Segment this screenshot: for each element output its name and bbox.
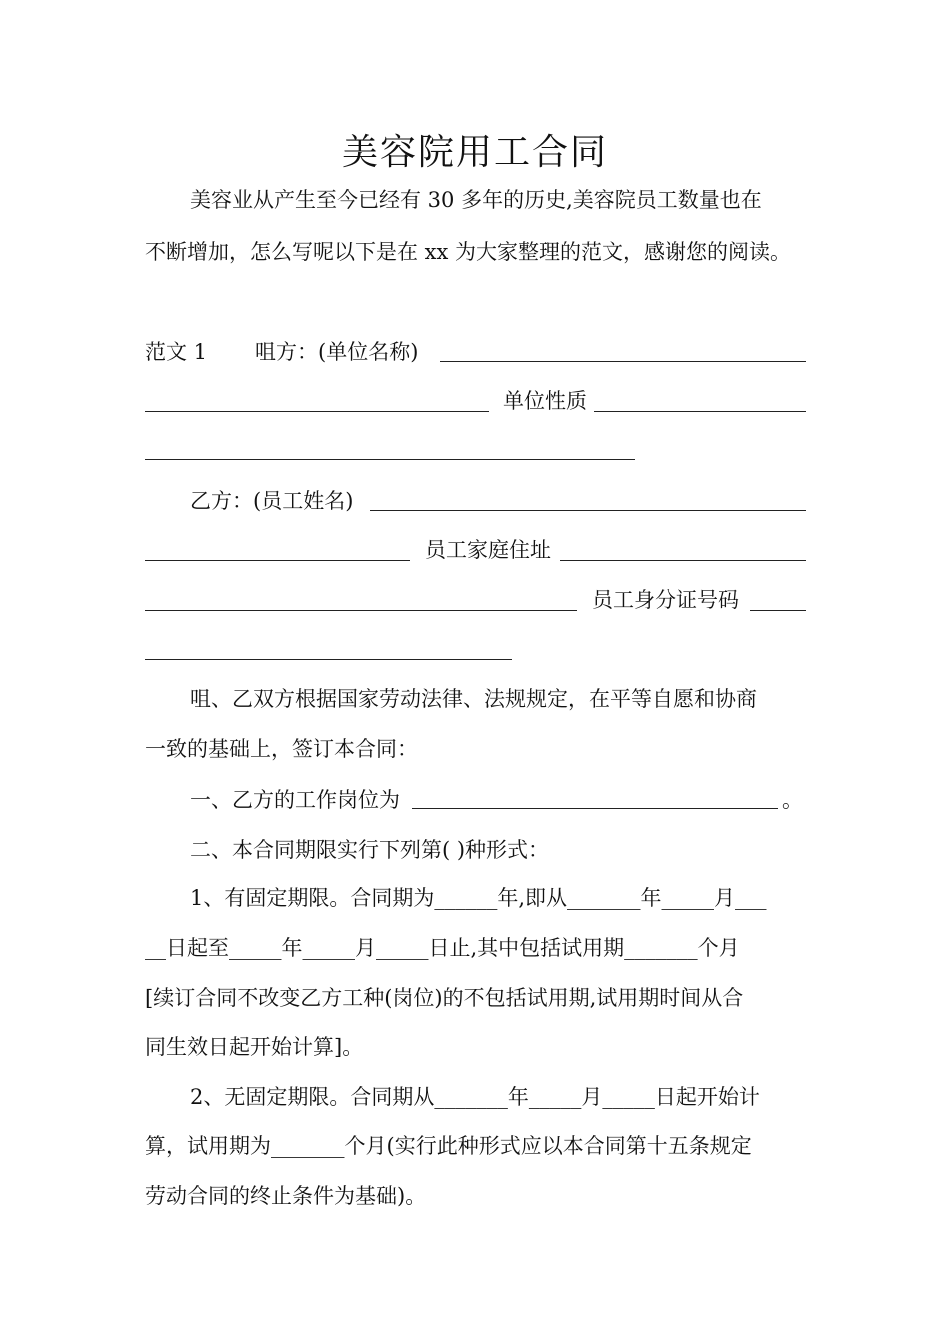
intro-line-2: 不断增加，怎么写呢以下是在 xx 为大家整理的范文，感谢您的阅读。 [145,240,792,264]
fixed-term-line-3: [续订合同不改变乙方工种(岗位)的不包括试用期,试用期时间从合 [145,986,744,1010]
fixed-term-line-1: 1、有固定期限。合同期为______年,即从_______年_____月___ [190,886,767,910]
open-term-line-2: 算，试用期为_______个月(实行此种形式应以本合同第十五条规定 [145,1134,752,1158]
party-b-id-label: 员工身分证号码 [592,588,739,612]
party-b-address-label: 员工家庭住址 [425,538,551,562]
clause-2-text: 二、本合同期限实行下列第( )种形式： [190,838,550,862]
party-a-nature-blank [594,411,806,412]
party-b-label: 乙方：(员工姓名) [190,489,354,513]
agreement-line-2: 一致的基础上，签订本合同： [145,737,418,761]
party-b-id-blank [750,610,806,611]
party-b-name-blank [370,510,806,511]
agreement-line-1: 咀、乙双方根据国家劳动法律、法规规定，在平等自愿和协商 [190,687,757,711]
party-b-address-blank-cont [145,610,577,611]
sample-label: 范文 1 [145,340,208,364]
clause-1-position-blank [412,808,778,809]
clause-1-end: 。 [782,788,803,812]
open-term-line-1: 2、无固定期限。合同期从_______年_____月_____日起开始计 [190,1085,760,1109]
party-b-address-blank [560,560,806,561]
party-b-name-blank-cont [145,560,410,561]
fixed-term-line-4: 同生效日起开始计算]。 [145,1035,364,1059]
party-a-label: 咀方：(单位名称) [255,340,419,364]
intro-line-1: 美容业从产生至今已经有 30 多年的历史,美容院员工数量也在 [190,188,762,212]
party-b-id-blank-cont [145,659,512,660]
party-a-nature-label: 单位性质 [503,389,587,413]
clause-1-text: 一、乙方的工作岗位为 [190,788,400,812]
party-a-nature-blank-cont [145,459,635,460]
open-term-line-3: 劳动合同的终止条件为基础)。 [145,1184,427,1208]
document-title: 美容院用工合同 [341,132,608,173]
party-a-name-blank-cont [145,411,489,412]
fixed-term-line-2: __日起至_____年_____月_____日止,其中包括试用期_______个月 [145,936,740,960]
party-a-name-blank [440,361,806,362]
